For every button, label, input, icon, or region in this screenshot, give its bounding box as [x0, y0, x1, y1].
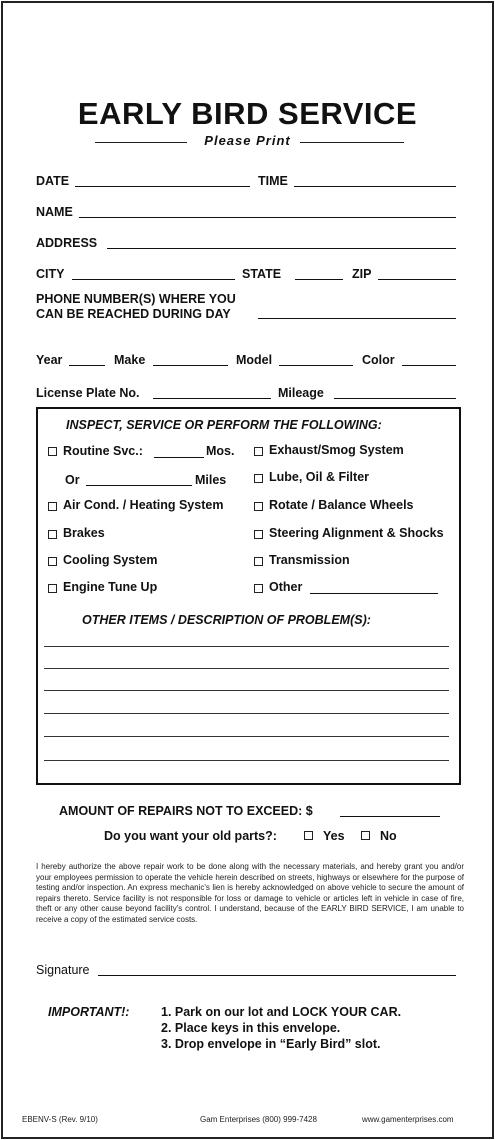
signature-label: Signature — [36, 963, 90, 977]
description-line[interactable] — [44, 668, 449, 669]
steering-label: Steering Alignment & Shocks — [269, 526, 444, 540]
description-line[interactable] — [44, 690, 449, 691]
date-field[interactable] — [75, 186, 250, 187]
or-label: Or — [65, 473, 80, 487]
services-heading: INSPECT, SERVICE OR PERFORM THE FOLLOWING: — [66, 418, 382, 432]
zip-field[interactable] — [378, 279, 456, 280]
date-label: DATE — [36, 174, 70, 188]
city-label: CITY — [36, 267, 65, 281]
time-label: TIME — [258, 174, 288, 188]
description-line[interactable] — [44, 646, 449, 647]
model-field[interactable] — [279, 365, 353, 366]
lube-label: Lube, Oil & Filter — [269, 470, 370, 484]
amount-field[interactable] — [340, 816, 440, 817]
routine-months-field[interactable] — [154, 457, 204, 458]
lube-checkbox[interactable] — [254, 474, 263, 483]
old-parts-question: Do you want your old parts?: — [104, 829, 277, 843]
months-label: Mos. — [206, 444, 235, 458]
year-label: Year — [36, 353, 63, 367]
brakes-checkbox[interactable] — [48, 530, 57, 539]
amount-label: AMOUNT OF REPAIRS NOT TO EXCEED: $ — [59, 804, 313, 818]
time-field[interactable] — [294, 186, 456, 187]
steering-checkbox[interactable] — [254, 530, 263, 539]
instruction-step-1: 1. Park on our lot and LOCK YOUR CAR. — [161, 1005, 402, 1019]
state-label: STATE — [242, 267, 282, 281]
color-field[interactable] — [402, 365, 456, 366]
form-subtitle: Please Print — [204, 133, 291, 148]
company-website: www.gamenterprises.com — [362, 1115, 454, 1124]
form-title: EARLY BIRD SERVICE — [77, 96, 418, 131]
authorization-text: I hereby authorize the above repair work to be done along with the necessary materials, and hereby grant you and/or your employees permission to operate the vehicle herein described on streets, highways or elsewhere for the purpose of testing and/or inspection. An express mechanic's lien is hereby acknowledged on above vehicle to secure the amount of repairs thereto. Service facility is not responsible for loss or damage to vehicle or articles left in vehicle in case of fire, theft or any other cause beyond facility's control. I understand, because of the EARLY BIRD SERVICE, I am unable to receive a copy of the estimated service costs. — [36, 862, 464, 924]
mileage-field[interactable] — [334, 398, 456, 399]
zip-label: ZIP — [352, 267, 372, 281]
model-label: Model — [236, 353, 273, 367]
make-field[interactable] — [153, 365, 228, 366]
instruction-step-2: 2. Place keys in this envelope. — [161, 1021, 341, 1035]
important-label: IMPORTANT!: — [48, 1005, 130, 1019]
license-field[interactable] — [153, 398, 271, 399]
other-label: Other — [269, 580, 303, 594]
aircond-label: Air Cond. / Heating System — [63, 498, 224, 512]
state-field[interactable] — [295, 279, 343, 280]
license-label: License Plate No. — [36, 386, 140, 400]
transmission-checkbox[interactable] — [254, 557, 263, 566]
name-label: NAME — [36, 205, 73, 219]
aircond-checkbox[interactable] — [48, 502, 57, 511]
other-field[interactable] — [310, 593, 438, 594]
routine-miles-field[interactable] — [86, 485, 192, 486]
company-info: Gam Enterprises (800) 999-7428 — [200, 1115, 317, 1124]
routine-checkbox[interactable] — [48, 447, 57, 456]
other-checkbox[interactable] — [254, 584, 263, 593]
phone-field[interactable] — [258, 318, 456, 319]
description-line[interactable] — [44, 713, 449, 714]
description-line[interactable] — [44, 760, 449, 761]
cooling-label: Cooling System — [63, 553, 158, 567]
address-label: ADDRESS — [36, 236, 98, 250]
form-code: EBENV-S (Rev. 9/10) — [22, 1115, 98, 1124]
cooling-checkbox[interactable] — [48, 557, 57, 566]
brakes-label: Brakes — [63, 526, 105, 540]
color-label: Color — [362, 353, 395, 367]
subtitle-rule-right — [300, 142, 404, 143]
transmission-label: Transmission — [269, 553, 350, 567]
mileage-label: Mileage — [278, 386, 324, 400]
instruction-step-3: 3. Drop envelope in “Early Bird” slot. — [161, 1037, 381, 1051]
phone-label-line1: PHONE NUMBER(S) WHERE YOU — [36, 292, 236, 306]
description-line[interactable] — [44, 736, 449, 737]
rotate-label: Rotate / Balance Wheels — [269, 498, 414, 512]
tuneup-checkbox[interactable] — [48, 584, 57, 593]
address-field[interactable] — [107, 248, 456, 249]
name-field[interactable] — [79, 217, 456, 218]
exhaust-checkbox[interactable] — [254, 447, 263, 456]
parts-yes-checkbox[interactable] — [304, 831, 313, 840]
make-label: Make — [114, 353, 146, 367]
rotate-checkbox[interactable] — [254, 502, 263, 511]
phone-label-line2: CAN BE REACHED DURING DAY — [36, 307, 231, 321]
exhaust-label: Exhaust/Smog System — [269, 443, 404, 457]
miles-label: Miles — [195, 473, 227, 487]
parts-no-checkbox[interactable] — [361, 831, 370, 840]
year-field[interactable] — [69, 365, 105, 366]
service-box — [36, 407, 461, 785]
city-field[interactable] — [72, 279, 235, 280]
parts-no-label: No — [380, 829, 397, 843]
tuneup-label: Engine Tune Up — [63, 580, 158, 594]
parts-yes-label: Yes — [323, 829, 345, 843]
routine-label: Routine Svc.: — [63, 444, 143, 458]
other-items-heading: OTHER ITEMS / DESCRIPTION OF PROBLEM(S): — [82, 613, 371, 627]
signature-field[interactable] — [98, 975, 456, 976]
